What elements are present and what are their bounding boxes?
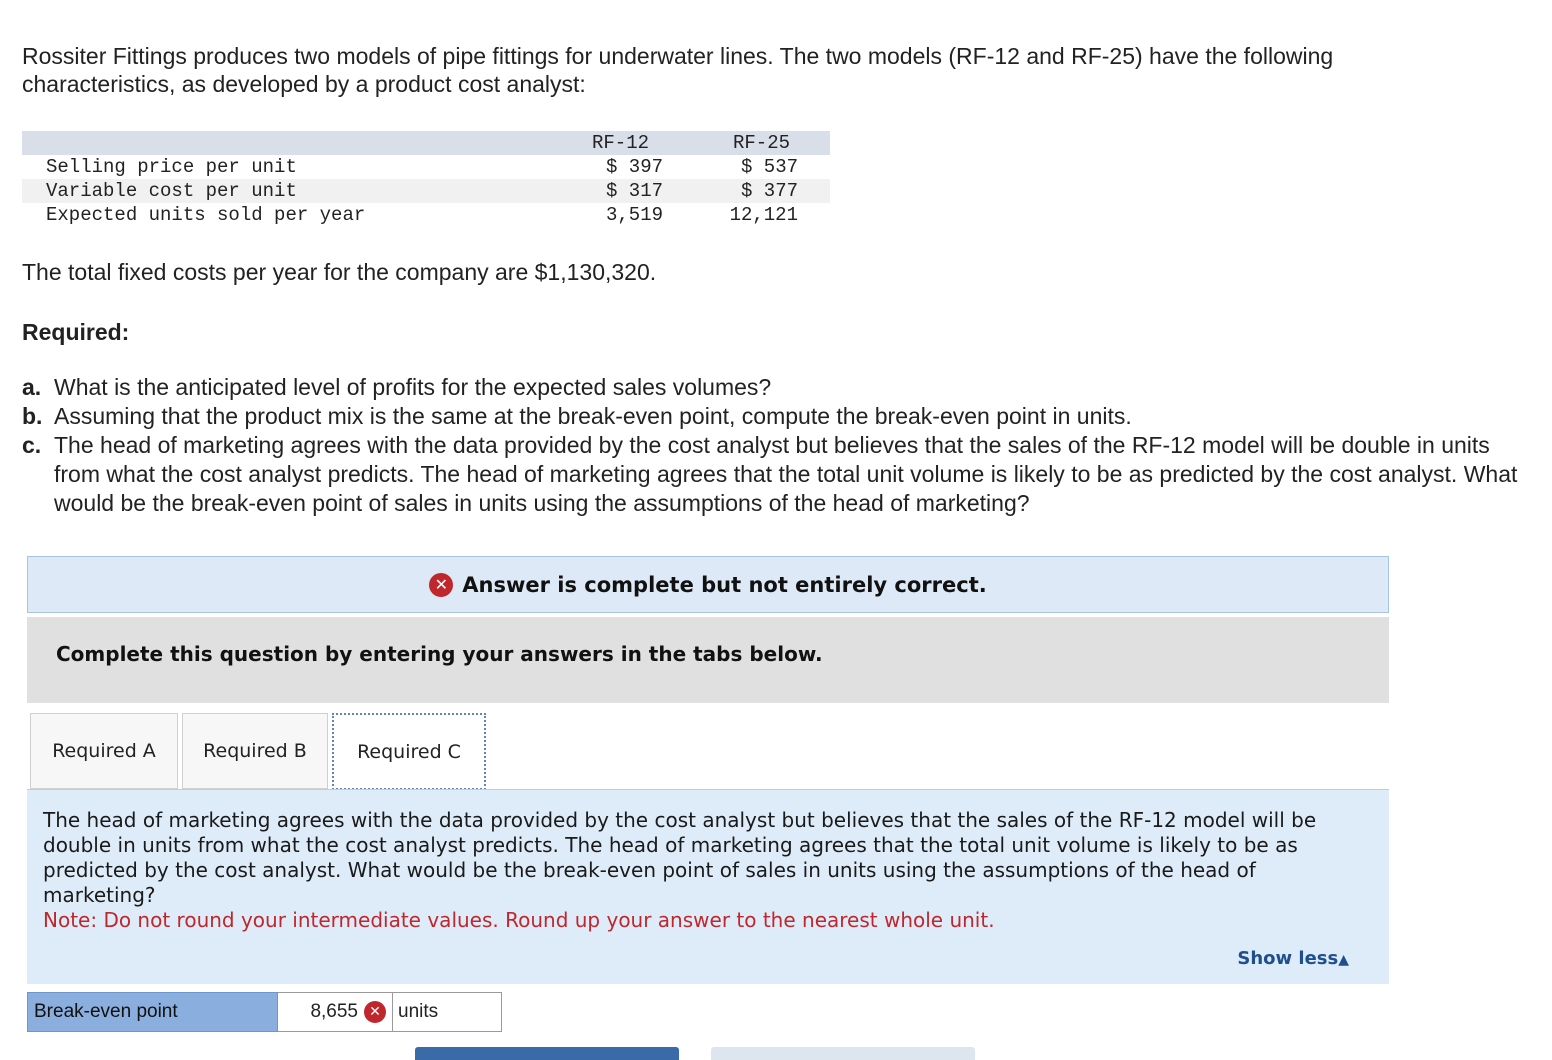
rf12-value: $ 397 — [605, 156, 663, 178]
break-even-input[interactable]: 8,655 — [310, 1001, 358, 1022]
header-rf25: RF-25 — [732, 132, 790, 154]
fixed-costs-text: The total fixed costs per year for the company are $1,130,320. — [22, 259, 657, 285]
instruction-text: Complete this question by entering your answers in the tabs below. — [56, 642, 823, 666]
answer-label: Break-even point — [27, 992, 278, 1032]
prev-button[interactable] — [415, 1047, 679, 1060]
question-b — [22, 402, 1532, 431]
required-heading: Required: — [22, 319, 130, 345]
show-less-button[interactable] — [1237, 948, 1349, 969]
rf12-value: $ 317 — [605, 180, 663, 202]
tab-required-b[interactable]: Required B — [182, 713, 328, 789]
result-banner — [27, 556, 1389, 613]
question-text: The head of marketing agrees with the data provided by the cost analyst but believes that the sales of the RF-12 model will be double in units from what the cost analyst predicts. The head of marketing agrees that the total unit volume is likely to be as predicted by the cost analyst. What would be the break-even point of sales in units using the assumptions of the head of marketing? — [54, 432, 1518, 516]
rf12-value: 3,519 — [605, 204, 663, 226]
question-list — [22, 373, 1532, 518]
row-label: Expected units sold per year — [46, 204, 366, 226]
triangle-up-icon: ▲ — [1338, 952, 1349, 968]
x-circle-icon: ✕ — [429, 573, 453, 597]
header-rf12: RF-12 — [591, 132, 649, 154]
tab-required-c[interactable]: Required C — [332, 713, 486, 790]
data-table — [22, 131, 830, 227]
tab-panel — [27, 789, 1389, 984]
tab-required-a[interactable]: Required A — [30, 713, 178, 789]
answer-row — [27, 992, 502, 1032]
rf25-value: 12,121 — [729, 204, 798, 226]
unit-label: units — [392, 993, 438, 1031]
table-header-row — [22, 131, 830, 155]
incorrect-icon: ✕ — [364, 1001, 386, 1023]
question-letter: a. — [22, 374, 42, 400]
instruction-box — [27, 617, 1389, 703]
row-label: Selling price per unit — [46, 156, 297, 178]
question-c — [22, 431, 1532, 518]
table-row — [22, 155, 830, 179]
result-banner-text: Answer is complete but not entirely correct. — [462, 572, 987, 597]
table-row — [22, 179, 830, 203]
question-letter: c. — [22, 432, 42, 458]
question-a — [22, 373, 1532, 402]
table-row — [22, 203, 830, 227]
question-letter: b. — [22, 403, 43, 429]
problem-intro: Rossiter Fittings produces two models of pipe fittings for underwater lines. The two models (RF-12 and RF-25) have the following characteristics, as developed by a product cost analyst: — [22, 43, 1334, 97]
next-button[interactable] — [711, 1047, 975, 1060]
tab-bar — [30, 713, 490, 790]
panel-question-text: The head of marketing agrees with the data provided by the cost analyst but believes that the sales of the RF-12 model will be double in units from what the cost analyst predicts. The head of marketing agrees that the total unit volume is likely to be as predicted by the cost analyst. What would be the break-even point of sales in units using the assumptions of the head of marketing? — [43, 808, 1317, 907]
row-label: Variable cost per unit — [46, 180, 297, 202]
show-less-label: Show less — [1237, 948, 1339, 969]
rf25-value: $ 537 — [740, 156, 798, 178]
question-text: What is the anticipated level of profits for the expected sales volumes? — [54, 374, 772, 400]
panel-note: Note: Do not round your intermediate values. Round up your answer to the nearest whole unit. — [43, 908, 995, 932]
rf25-value: $ 377 — [740, 180, 798, 202]
question-text: Assuming that the product mix is the same at the break-even point, compute the break-even point in units. — [54, 403, 1132, 429]
answer-field — [278, 992, 502, 1032]
